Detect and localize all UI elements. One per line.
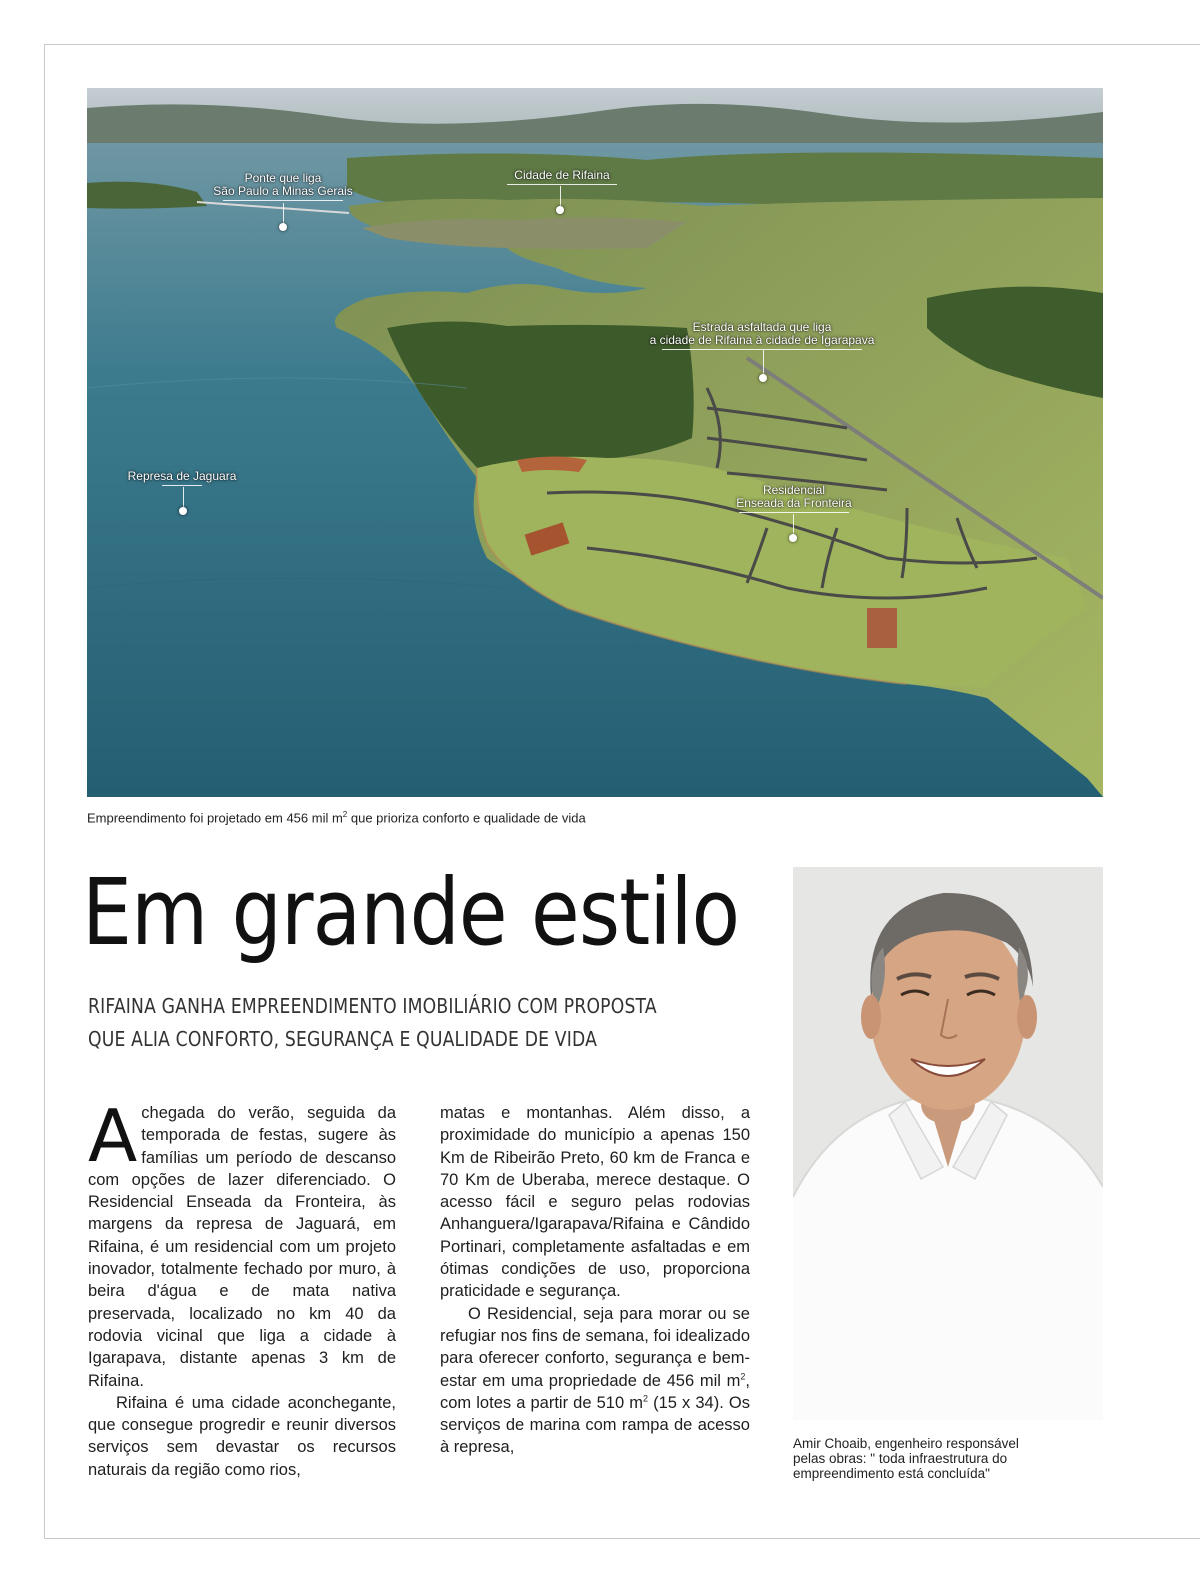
photo-caption-sup: 2 [342,810,348,819]
label-bridge-line2: São Paulo a Minas Gerais [213,184,353,198]
portrait-photo [793,867,1103,1420]
photo-caption-text-end: que prioriza conforto e qualidade de vida [347,810,586,826]
paragraph-3 [440,1303,750,1459]
paragraph-1 [88,1094,396,1392]
paragraph-3-sup2: 2 [642,1393,648,1404]
paragraph-2: Rifaina é uma cidade aconchegante, que consegue progredir e reunir diversos serviços sem devastar os recursos naturais da região como rios, [88,1393,396,1479]
label-residential [719,484,869,513]
subhead-line1: RIFAINA GANHA EMPREENDIMENTO IMOBILIÁRIO COM PROPOSTA [88,994,657,1018]
label-city-text: Cidade de Rifaina [514,168,610,182]
portrait-illustration [793,867,1103,1420]
paragraph-2-continued: matas e montanhas. Além disso, a proximidade do município a apenas 150 Km de Ribeirão Preto, 60 km de Franca e 70 Km de Uberaba, merece destaque. O acesso fácil e seguro pelas rodovias Anhanguera/Igarapava/Rifaina e Cândido Portinari, completamente asfaltadas e em ótimas condições de uso, proporciona praticidade e segurança. [440,1104,750,1301]
portrait-caption [793,1436,1093,1481]
article-column-left [88,1094,396,1481]
paragraph-3-sup1: 2 [740,1371,746,1382]
label-road [637,321,887,350]
pin-bridge [279,223,287,231]
paragraph-3-part1: O Residencial, seja para morar ou se refugiar nos fins de semana, foi idealizado para oferecer conforto, segurança e bem-estar em uma propriedade de 456 mil m [440,1304,750,1390]
label-road-line2: a cidade de Rifaina à cidade de Igarapava [649,333,875,347]
label-dam [117,470,247,486]
portrait-caption-line2: pelas obras: " toda infraestrutura do [793,1451,1008,1466]
photo-caption-text: Empreendimento foi projetado em 456 mil m [87,810,343,826]
drop-cap: A [88,1094,138,1178]
photo-caption [87,810,586,825]
label-dam-text: Represa de Jaguara [127,469,237,483]
article-headline: Em grande estilo [82,859,740,966]
label-city [497,169,627,185]
label-road-line1: Estrada asfaltada que liga [692,320,832,334]
label-residential-line1: Residencial [762,483,826,497]
label-bridge [205,172,361,201]
pin-dam [179,507,187,515]
pin-city [556,206,564,214]
label-bridge-line1: Ponte que liga [244,171,322,185]
article-subhead [88,990,657,1056]
paragraph-1-text: chegada do verão, seguida da temporada de festas, sugere às famílias um período de descanso com opções de lazer diferenciado. O Residencial Enseada da Fronteira, às margens da represa de Jaguará, em Rifaina, é um residencial com um projeto inovador, totalmente fechado por muro, à beira d'água e de mata nativa preservada, localizado no km 40 da rodovia vicinal que liga a cidade à Igarapava, distante apenas 3 km de Rifaina. [88,1104,396,1390]
subhead-line2: QUE ALIA CONFORTO, SEGURANÇA E QUALIDADE DE VIDA [88,1027,598,1051]
article-column-right [440,1102,750,1459]
pin-road [759,374,767,382]
portrait-caption-line3: empreendimento está concluída" [793,1466,990,1481]
paragraph-3-part2: , com lotes a partir de 510 m [440,1371,750,1412]
paragraph-3-part3: (15 x 34). Os serviços de marina com rampa de acesso à represa, [440,1393,750,1457]
label-residential-line2: Enseada da Fronteira [736,496,852,510]
pin-residential [789,534,797,542]
portrait-caption-line1: Amir Choaib, engenheiro responsável [793,1436,1019,1451]
aerial-photo [87,88,1103,797]
